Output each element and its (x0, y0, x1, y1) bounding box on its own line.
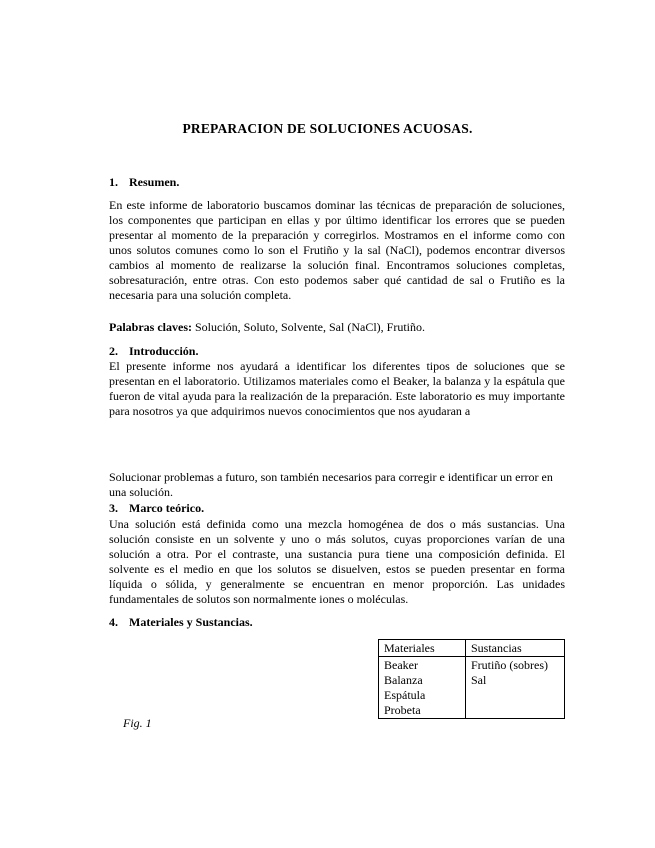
material-item: Espátula (384, 688, 426, 702)
section-4-number: 4. (109, 615, 118, 629)
section-2-heading (109, 344, 565, 359)
introduccion-paragraph: El presente informe nos ayudará a identificar los diferentes tipos de soluciones que se presentan en el laboratorio. Utilizamos materiales como el Beaker, la balanza y la espátula que fueron de vital ayuda para la realización de la preparación. Este laboratorio es muy importante para nosotros ya que adquirimos nuevos conocimientos que nos ayudaran a (109, 359, 565, 418)
materials-table (378, 639, 565, 719)
marco-paragraph: Una solución está definida como una mezcla homogénea de dos o más sustancias. Una solución consiste en un solvente y uno o más solutos, cuyas proporciones varían de una solución a otra. Por el contraste, una sustancia pura tiene una composición definida. El solvente es el medio en que los solutos se disuelven, estos se pueden presentar en forma líquida o sólida, y generalmente se encuentran en menor proporción. Las unidades fundamentales de solutos son normalmente iones o moléculas. (109, 517, 565, 606)
materiales-cell (379, 657, 466, 719)
section-1-heading (109, 175, 565, 190)
keywords-text: Solución, Soluto, Solvente, Sal (NaCl), Frutiño. (192, 320, 425, 334)
table-header-sustancias: Sustancias (466, 640, 565, 657)
section-2-title: Introducción. (129, 344, 199, 358)
table-row (379, 657, 565, 719)
sustancia-item: Sal (471, 673, 487, 687)
keywords-label: Palabras claves: (109, 320, 192, 334)
section-1-number: 1. (109, 175, 118, 189)
table-header-materiales: Materiales (379, 640, 466, 657)
resumen-paragraph: En este informe de laboratorio buscamos dominar las técnicas de preparación de soluciones, los componentes que participan en ellas y por último identificar los errores que se pueden presentar al momento de la preparación y corregirlos. Mostramos en el informe como con unos solutos comunes como lo son el Frutiño y la sal (NaCl), podemos encontrar diversos cambios al momento de realizarse la solución final. Encontramos soluciones completas, sobresaturación, entre otras. Con esto podemos saber qué cantidad de sal o Frutiño es la necesaria para una solución completa. (109, 198, 565, 302)
keywords-line (109, 320, 565, 335)
section-4-title: Materiales y Sustancias. (129, 615, 253, 629)
section-4-heading (109, 615, 565, 630)
document-title: PREPARACION DE SOLUCIONES ACUOSAS. (182, 121, 473, 136)
material-item: Probeta (384, 703, 421, 717)
section-3-heading (109, 501, 565, 516)
sustancia-item: Frutiño (sobres) (471, 658, 548, 672)
section-1-title: Resumen. (129, 175, 180, 189)
table-header-row (379, 640, 565, 657)
material-item: Beaker (384, 658, 418, 672)
sustancias-cell (466, 657, 565, 719)
section-3-number: 3. (109, 501, 118, 515)
introduccion-continuation: Solucionar problemas a futuro, son también necesarios para corregir e identificar un error en una solución. (109, 470, 553, 499)
section-3-title: Marco teórico. (129, 501, 205, 515)
figure-label: Fig. 1 (123, 716, 152, 730)
section-2-number: 2. (109, 344, 118, 358)
material-item: Balanza (384, 673, 423, 687)
